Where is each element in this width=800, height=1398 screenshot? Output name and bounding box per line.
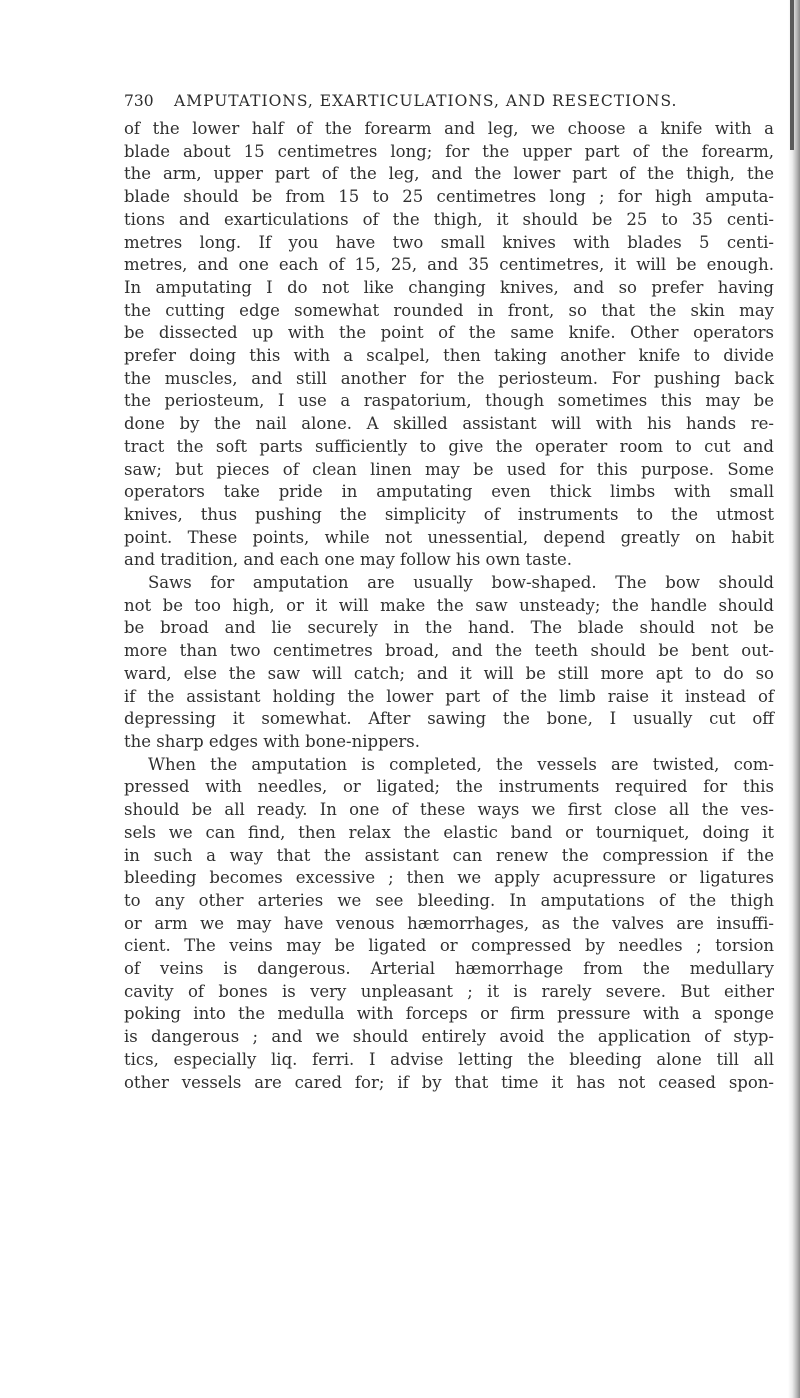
text-line: metres long. If you have two small knives with blades 5 centi- — [124, 232, 774, 252]
text-line: the muscles, and still another for the periosteum. For pushing back — [124, 368, 774, 388]
text-line: the sharp edges with bone-nippers. — [124, 731, 421, 751]
text-line: tions and exarticulations of the thigh, it should be 25 to 35 centi- — [124, 209, 774, 229]
text-line: depressing it somewhat. After sawing the bone, I usually cut off — [124, 709, 774, 729]
text-line: not be too high, or it will make the saw unsteady; the handle should — [124, 595, 774, 615]
text-line: When the amputation is completed, the vessels are twisted, com- — [148, 754, 774, 774]
text-line: the arm, upper part of the leg, and the lower part of the thigh, the — [124, 164, 774, 184]
text-line: be broad and lie securely in the hand. The blade should not be — [124, 618, 774, 638]
text-line: of veins is dangerous. Arterial hæmorrhage from the medullary — [124, 959, 774, 979]
text-line: is dangerous ; and we should entirely avoid the application of styp- — [124, 1027, 774, 1047]
text-line: bleeding becomes excessive ; then we apply acupressure or ligatures — [124, 868, 774, 888]
body-text — [124, 118, 774, 1094]
text-line: tics, especially liq. ferri. I advise letting the bleeding alone till all — [124, 1049, 774, 1069]
text-line: pressed with needles, or ligated; the instruments required for this — [124, 777, 774, 797]
text-line: blade about 15 centimetres long; for the upper part of the forearm, — [124, 141, 774, 161]
text-line: poking into the medulla with forceps or firm pressure with a sponge — [124, 1004, 774, 1024]
text-line: in such a way that the assistant can renew the compression if the — [124, 845, 774, 865]
text-line: should be all ready. In one of these ways we first close all the ves- — [124, 800, 774, 820]
text-line: ward, else the saw will catch; and it will be still more apt to do so — [124, 663, 774, 683]
running-header — [124, 92, 704, 110]
page-number: 730 — [124, 92, 154, 110]
text-line: other vessels are cared for; if by that time it has not ceased spon- — [124, 1072, 774, 1092]
text-line: point. These points, while not unessential, depend greatly on habit — [124, 527, 774, 547]
text-line: more than two centimetres broad, and the teeth should be bent out- — [124, 641, 774, 661]
text-line: knives, thus pushing the simplicity of instruments to the utmost — [124, 504, 774, 524]
page-edge-shadow — [788, 0, 800, 1398]
text-line: cient. The veins may be ligated or compressed by needles ; torsion — [124, 936, 774, 956]
text-line: the cutting edge somewhat rounded in front, so that the skin may — [124, 300, 774, 320]
text-line: Saws for amputation are usually bow-shaped. The bow should — [148, 573, 774, 593]
text-line: of the lower half of the forearm and leg, we choose a knife with a — [124, 119, 774, 138]
text-line: be dissected up with the point of the same knife. Other operators — [124, 323, 774, 343]
text-line: metres, and one each of 15, 25, and 35 centimetres, it will be enough. — [124, 255, 774, 275]
text-line: to any other arteries we see bleeding. In amputations of the thigh — [124, 890, 774, 910]
text-line: if the assistant holding the lower part of the limb raise it instead of — [124, 686, 774, 706]
text-line: or arm we may have venous hæmorrhages, as the valves are insuffi- — [124, 913, 774, 933]
text-line: cavity of bones is very unpleasant ; it is rarely severe. But either — [124, 981, 774, 1001]
text-line: the periosteum, I use a raspatorium, though sometimes this may be — [124, 391, 774, 411]
text-line: operators take pride in amputating even thick limbs with small — [124, 482, 774, 502]
text-line: tract the soft parts sufficiently to give the operater room to cut and — [124, 436, 774, 456]
text-line: prefer doing this with a scalpel, then taking another knife to divide — [124, 346, 774, 366]
text-line: sels we can find, then relax the elastic band or tourniquet, doing it — [124, 822, 774, 842]
text-line: In amputating I do not like changing knives, and so prefer having — [124, 277, 774, 297]
page-edge-mark — [790, 0, 794, 150]
running-title: AMPUTATIONS, EXARTICULATIONS, AND RESECTIONS. — [174, 92, 678, 110]
text-line: saw; but pieces of clean linen may be used for this purpose. Some — [124, 459, 774, 479]
text-line: blade should be from 15 to 25 centimetres long ; for high amputa- — [124, 187, 774, 207]
text-line: and tradition, and each one may follow his own taste. — [124, 550, 573, 570]
text-line: done by the nail alone. A skilled assistant will with his hands re- — [124, 414, 774, 434]
